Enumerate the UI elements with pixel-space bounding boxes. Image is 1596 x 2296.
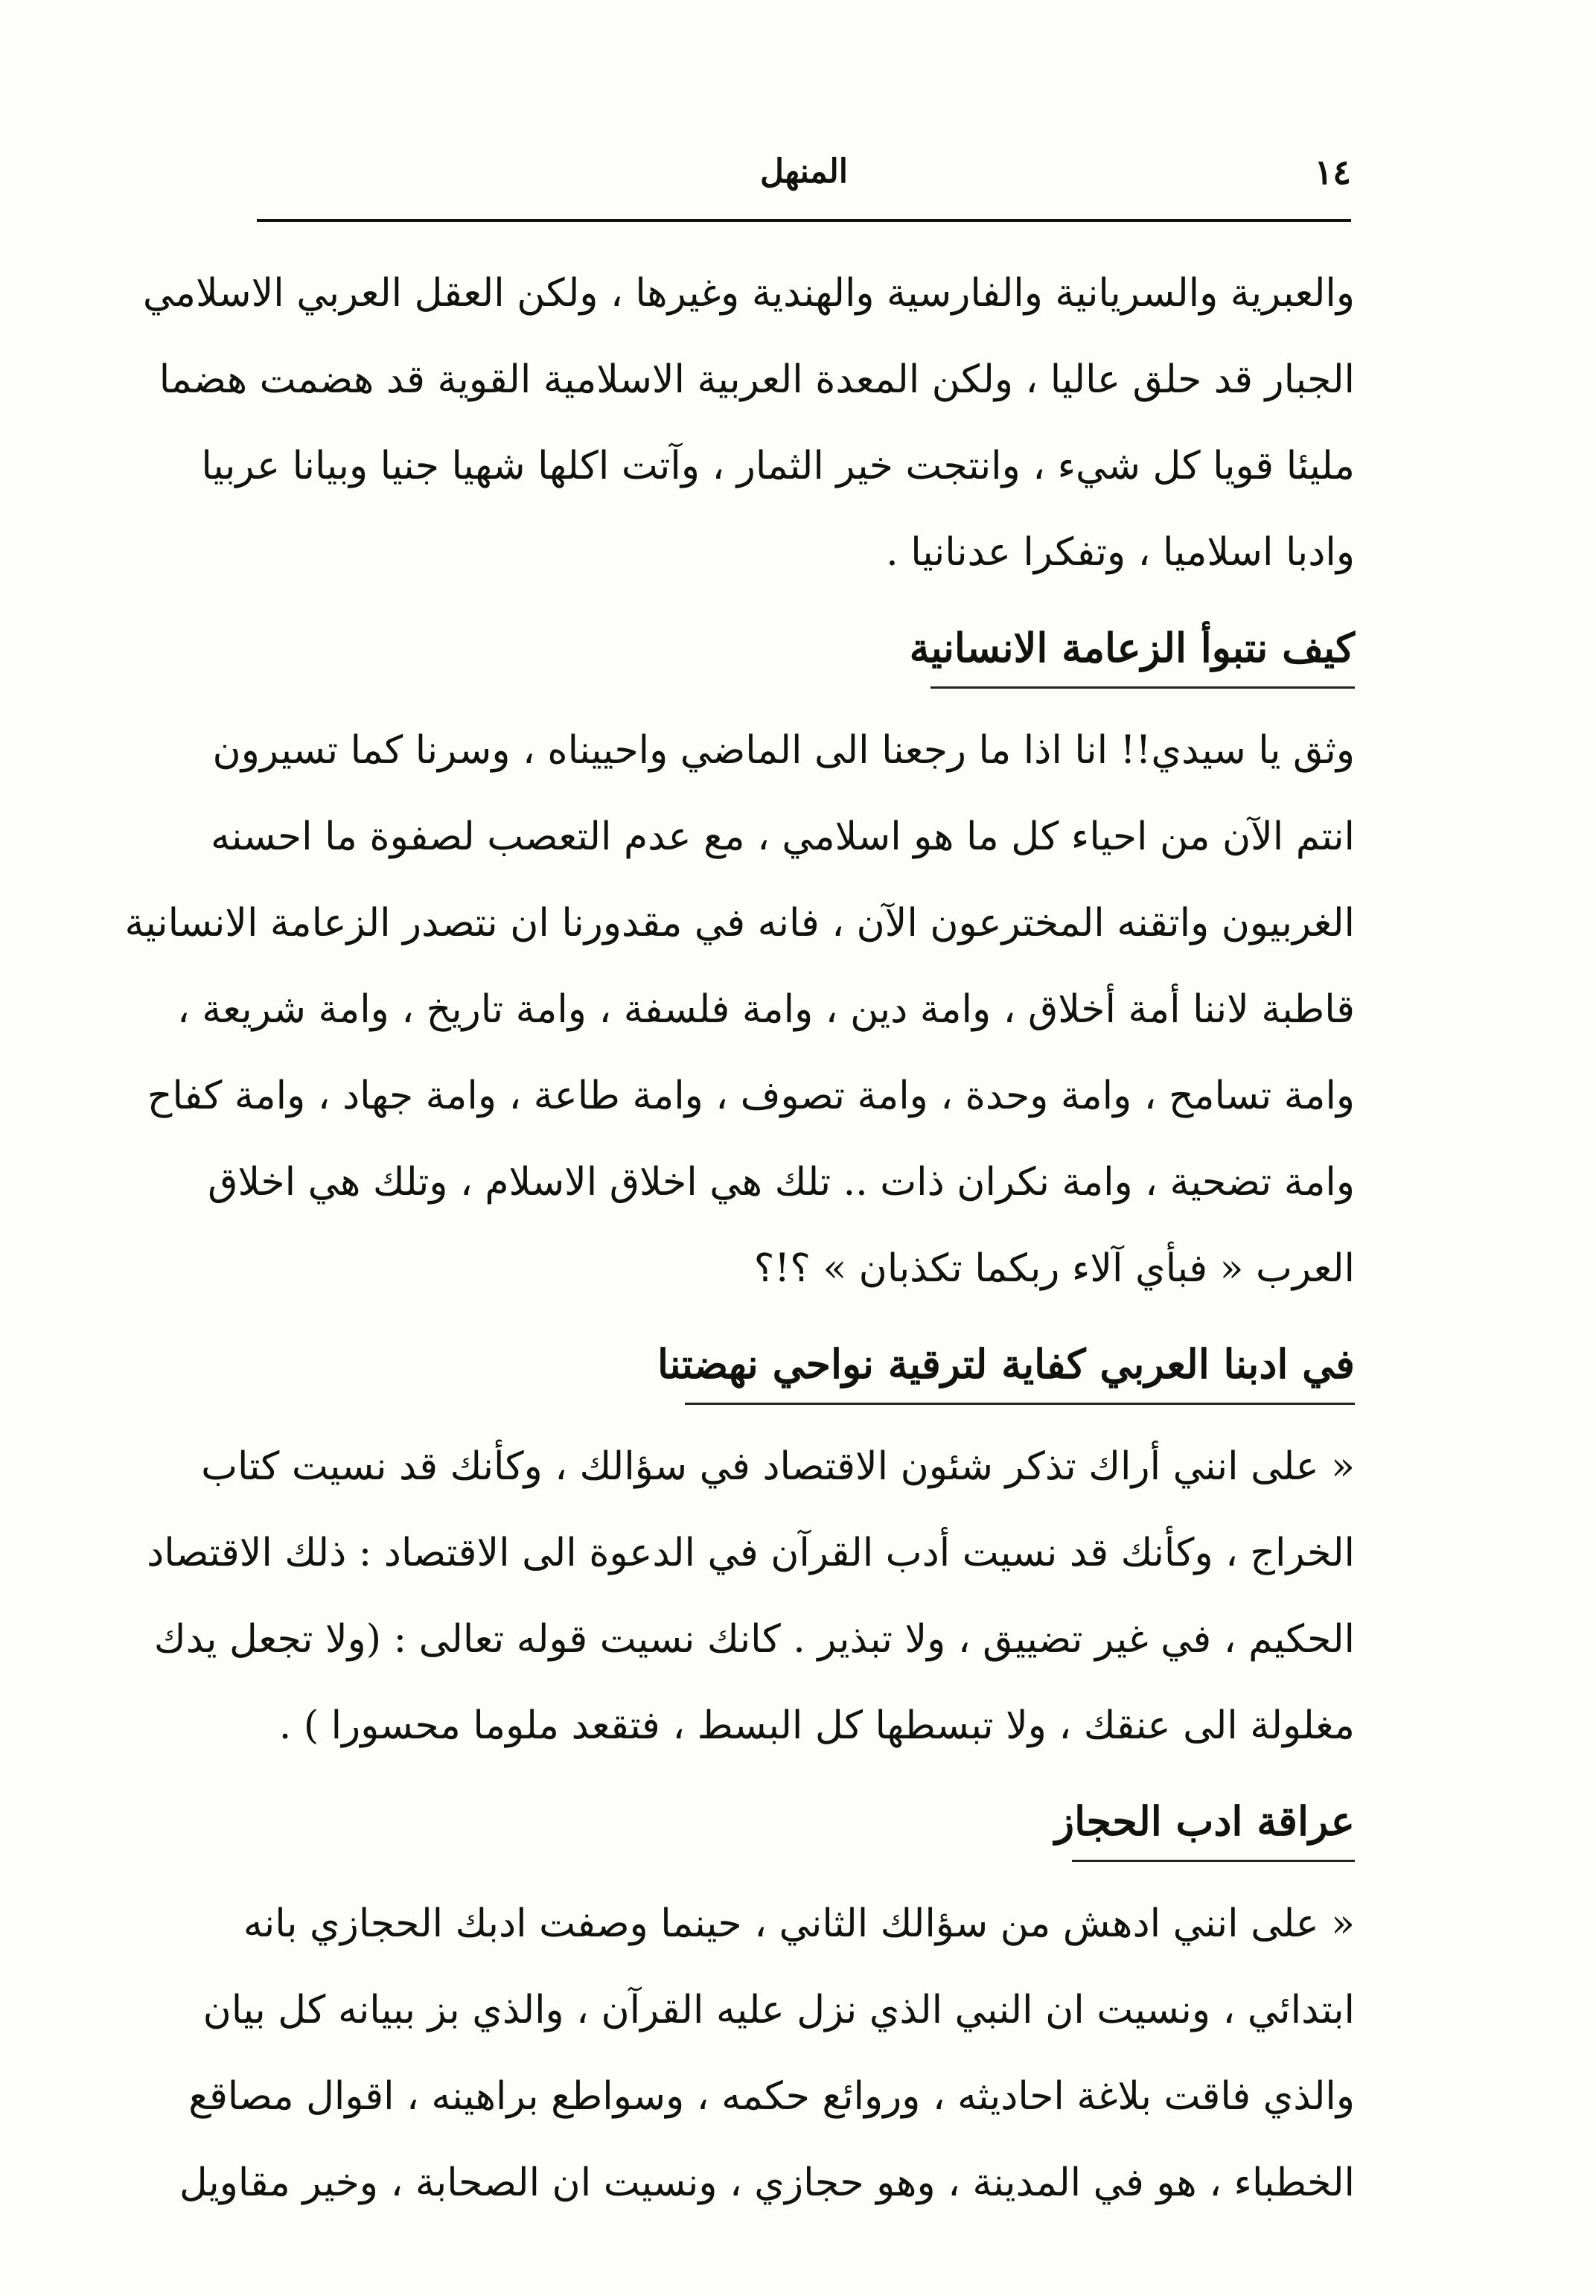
section-heading-wrap — [253, 1312, 1355, 1423]
article-body — [124, 250, 1355, 2226]
text-line: « على انني ادهش من سؤالك الثاني ، حينما وصفت ادبك الحجازي بانه — [243, 1901, 1355, 1946]
text-line: وامة تسامح ، وامة وحدة ، وامة تصوف ، وامة طاعة ، وامة جهاد ، وامة كفاح — [147, 1074, 1355, 1118]
text-line: « على انني أراك تذكر شئون الاقتصاد في سؤالك ، وكأنك قد نسيت كتاب — [201, 1444, 1355, 1489]
paragraph-intro — [142, 250, 1355, 596]
page-number: ١٤ — [1314, 152, 1351, 192]
text-line: الغربيون واتقنه المخترعون الآن ، فانه في مقدورنا ان نتصدر الزعامة الانسانية — [124, 901, 1355, 945]
paragraph-leadership — [124, 707, 1355, 1312]
text-line: مغلولة الى عنقك ، ولا تبسطها كل البسط ، فتقعد ملوما محسورا ) . — [278, 1703, 1355, 1748]
text-line: وثق يا سيدي!! انا اذا ما رجعنا الى الماضي واحييناه ، وسرنا كما تسيرون — [212, 728, 1355, 773]
text-line: انتم الآن من احياء كل ما هو اسلامي ، مع عدم التعصب لصفوة ما احسنه — [211, 814, 1355, 859]
text-line: الخراج ، وكأنك قد نسيت أدب القرآن في الدعوة الى الاقتصاد : ذلك الاقتصاد — [147, 1531, 1355, 1575]
text-line: قاطبة لاننا أمة أخلاق ، وامة دين ، وامة فلسفة ، وامة تاريخ ، وامة شريعة ، — [176, 987, 1355, 1032]
text-line: وادبا اسلاميا ، وتفكرا عدنانيا . — [886, 530, 1355, 575]
text-line: ابتدائي ، ونسيت ان النبي الذي نزل عليه القرآن ، والذي بز ببيانه كل بيان — [202, 1988, 1355, 2032]
section-heading-wrap — [253, 596, 1355, 707]
text-line: وامة تضحية ، وامة نكران ذات .. تلك هي اخلاق الاسلام ، وتلك هي اخلاق — [208, 1160, 1355, 1205]
text-line: مليئا قويا كل شيء ، وانتجت خير الثمار ، وآتت اكلها شهيا جنيا وبيانا عربيا — [201, 444, 1355, 488]
section-heading: في ادبنا العربي كفاية لترقية نواحي نهضتنا — [685, 1328, 1355, 1405]
paragraph-hijaz — [179, 1881, 1355, 2226]
section-heading-wrap — [253, 1769, 1355, 1881]
section-heading: عراقة ادب الحجاز — [1072, 1785, 1355, 1862]
text-line: العرب « فبأي آلاء ربكما تكذبان » ؟!؟ — [753, 1246, 1355, 1291]
text-line: والعبرية والسريانية والفارسية والهندية وغيرها ، ولكن العقل العربي الاسلامي — [142, 271, 1355, 316]
journal-name: المنهل — [760, 153, 848, 191]
text-line: والذي فاقت بلاغة احاديثه ، وروائع حكمه ، وسواطع براهينه ، اقوال مصاقع — [188, 2074, 1355, 2119]
header-rule — [257, 219, 1351, 222]
running-header — [257, 146, 1351, 198]
paragraph-economy — [147, 1423, 1355, 1769]
section-heading: كيف نتبوأ الزعامة الانسانية — [931, 612, 1355, 689]
text-line: الجبار قد حلق عاليا ، ولكن المعدة العربية الاسلامية القوية قد هضمت هضما — [159, 357, 1355, 402]
text-line: الحكيم ، في غير تضييق ، ولا تبذير . كانك نسيت قوله تعالى : (ولا تجعل يدك — [153, 1617, 1355, 1662]
text-line: الخطباء ، هو في المدينة ، وهو حجازي ، ونسيت ان الصحابة ، وخير مقاويل — [179, 2161, 1355, 2205]
